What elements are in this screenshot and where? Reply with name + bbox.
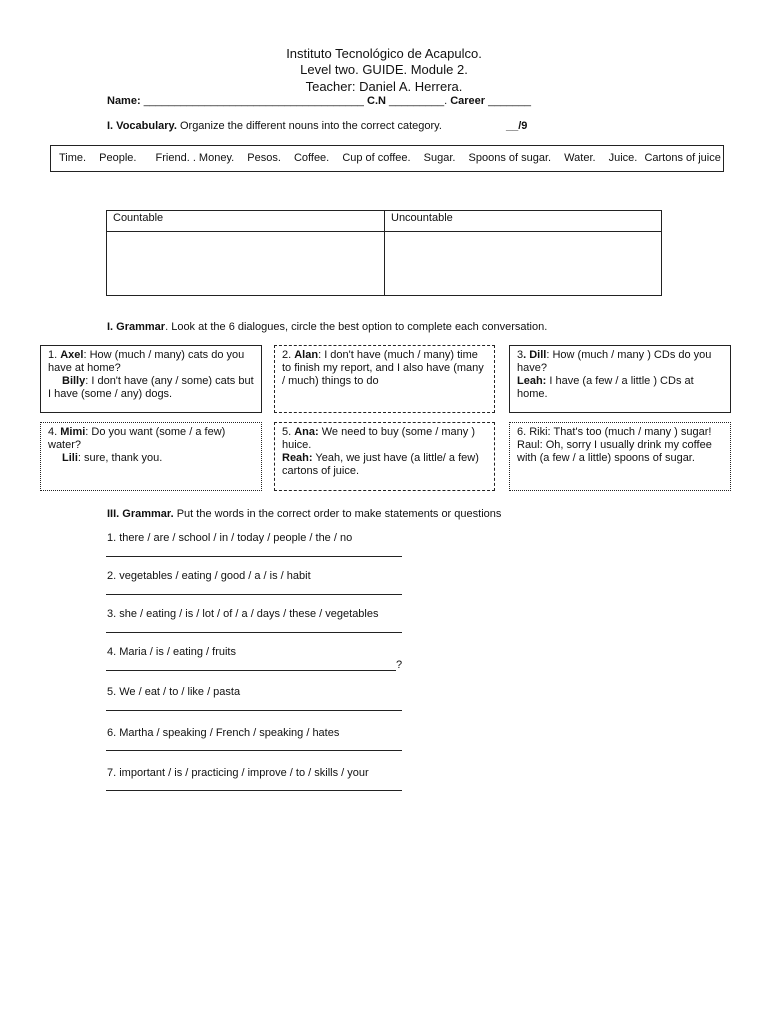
dialogue-1 — [40, 345, 262, 413]
dialogue-line[interactable]: I have (a few / a little ) CDs at home. — [517, 375, 694, 400]
word-item: Water. — [564, 152, 596, 164]
dialogue-line[interactable]: : sure, thank you. — [77, 452, 163, 464]
dialogue-number: 3 — [517, 349, 524, 361]
speaker-name: Lili — [62, 452, 78, 464]
career-blank[interactable]: _______ — [488, 95, 531, 107]
dialogue-number: 1. — [48, 349, 61, 361]
speaker-name: Alan — [294, 349, 319, 361]
grammar3-text: Put the words in the correct order to make statements or questions — [173, 508, 502, 520]
sentence-item-2: 2. vegetables / eating / good / a / is / habit — [107, 570, 311, 582]
uncountable-header: Uncountable — [385, 211, 662, 232]
speaker-name: Reah: — [282, 452, 313, 464]
word-item: Coffee. — [293, 152, 330, 164]
sentence-item-6: 6. Martha / speaking / French / speaking / hates — [107, 727, 340, 739]
speaker-name: Leah: — [517, 375, 547, 387]
word-item: Sugar. — [423, 152, 456, 164]
dialogue-line[interactable]: : I don't have (any / some) cats but I have (some / any) dogs. — [48, 375, 254, 400]
word-item: Cartons of juice — [644, 152, 721, 164]
answer-line-4[interactable] — [106, 670, 396, 671]
dialogue-line[interactable]: : Do you want (some / a few) water? — [48, 426, 226, 451]
uncountable-cell[interactable] — [385, 232, 662, 296]
dialogue-3 — [509, 345, 731, 413]
sentence-item-1: 1. there / are / school / in / today / people / the / no — [107, 532, 353, 544]
dialogue-6 — [509, 422, 731, 491]
sentence-item-3: 3. she / eating / is / lot / of / a / days / these / vegetables — [107, 608, 379, 620]
dialogue-4 — [40, 422, 262, 491]
speaker-name: Billy — [62, 375, 86, 387]
vocabulary-text: Organize the different nouns into the correct category. — [179, 120, 442, 132]
answer-line-2[interactable] — [106, 594, 402, 595]
speaker-name: Axel — [60, 349, 84, 361]
speaker-name: . Dill — [523, 349, 547, 361]
career-label: Career — [450, 95, 486, 107]
vocabulary-title: I. Vocabulary. — [107, 120, 177, 132]
student-info-line — [107, 95, 531, 107]
vocabulary-score: __/9 — [506, 120, 528, 132]
dialogue-line[interactable]: : How (much / many) cats do you have at home? — [48, 349, 245, 374]
word-item: Time. — [59, 152, 87, 164]
grammar3-title: III. Grammar. — [107, 508, 174, 520]
name-label: Name: — [107, 95, 141, 107]
dialogue-number: 4. — [48, 426, 61, 438]
answer-line-6[interactable] — [106, 750, 402, 751]
dialogue-number: 2. — [282, 349, 295, 361]
word-item: Cup of coffee. — [342, 152, 411, 164]
sentence-item-7: 7. important / is / practicing / improve / to / skills / your — [107, 767, 369, 779]
word-bank — [50, 145, 724, 172]
sentence-item-4: 4. Maria / is / eating / fruits — [107, 646, 236, 658]
answer-line-3[interactable] — [106, 632, 402, 633]
cn-blank[interactable]: _________. — [389, 95, 448, 107]
dialogue-line[interactable]: : How (much / many ) CDs do you have? — [517, 349, 712, 374]
answer-line-5[interactable] — [106, 710, 402, 711]
dialogue-line[interactable]: : I don't have (much / many) time to finish my report, and I also have (many / much) things to do — [282, 349, 484, 387]
answer-line-1[interactable] — [106, 556, 402, 557]
word-item: Spoons of sugar. — [468, 152, 552, 164]
sentence-item-5: 5. We / eat / to / like / pasta — [107, 686, 241, 698]
speaker-name: Mimi — [60, 426, 86, 438]
speaker-name: Ana: — [294, 426, 319, 438]
question-mark: ? — [396, 659, 403, 671]
grammar-title: I. Grammar — [107, 321, 166, 333]
word-item: People. — [99, 152, 137, 164]
dialogue-5 — [274, 422, 495, 491]
guide-title: Level two. GUIDE. Module 2. — [300, 62, 468, 77]
name-blank[interactable]: ____________________________________ — [143, 95, 364, 107]
word-item: Friend. . Money. — [155, 152, 235, 164]
dialogue-line[interactable]: Yeah, we just have (a little/ a few) cartons of juice. — [282, 452, 479, 477]
teacher-name: Teacher: Daniel A. Herrera. — [305, 79, 463, 94]
grammar-instruction — [107, 321, 547, 333]
grammar3-instruction — [107, 508, 501, 520]
cn-label: C.N — [367, 95, 386, 107]
dialogue-line[interactable]: We need to buy (some / many ) huice. — [282, 426, 475, 451]
countable-header: Countable — [107, 211, 385, 232]
answer-line-7[interactable] — [106, 790, 402, 791]
dialogue-2 — [274, 345, 495, 413]
word-item: Pesos. — [247, 152, 281, 164]
countable-cell[interactable] — [107, 232, 385, 296]
category-table — [106, 210, 662, 296]
school-name: Instituto Tecnológico de Acapulco. — [286, 46, 482, 61]
word-item: Juice. — [608, 152, 638, 164]
vocabulary-instruction — [107, 120, 442, 132]
dialogue-number: 5. — [282, 426, 295, 438]
dialogue-line[interactable]: Raul: Oh, sorry I usually drink my coffee with (a few / a little) spoons of sugar. — [517, 439, 712, 464]
grammar-text: . Look at the 6 dialogues, circle the best option to complete each conversation. — [165, 321, 548, 333]
dialogue-line[interactable]: 6. Riki: That's too (much / many ) sugar! — [517, 426, 712, 438]
